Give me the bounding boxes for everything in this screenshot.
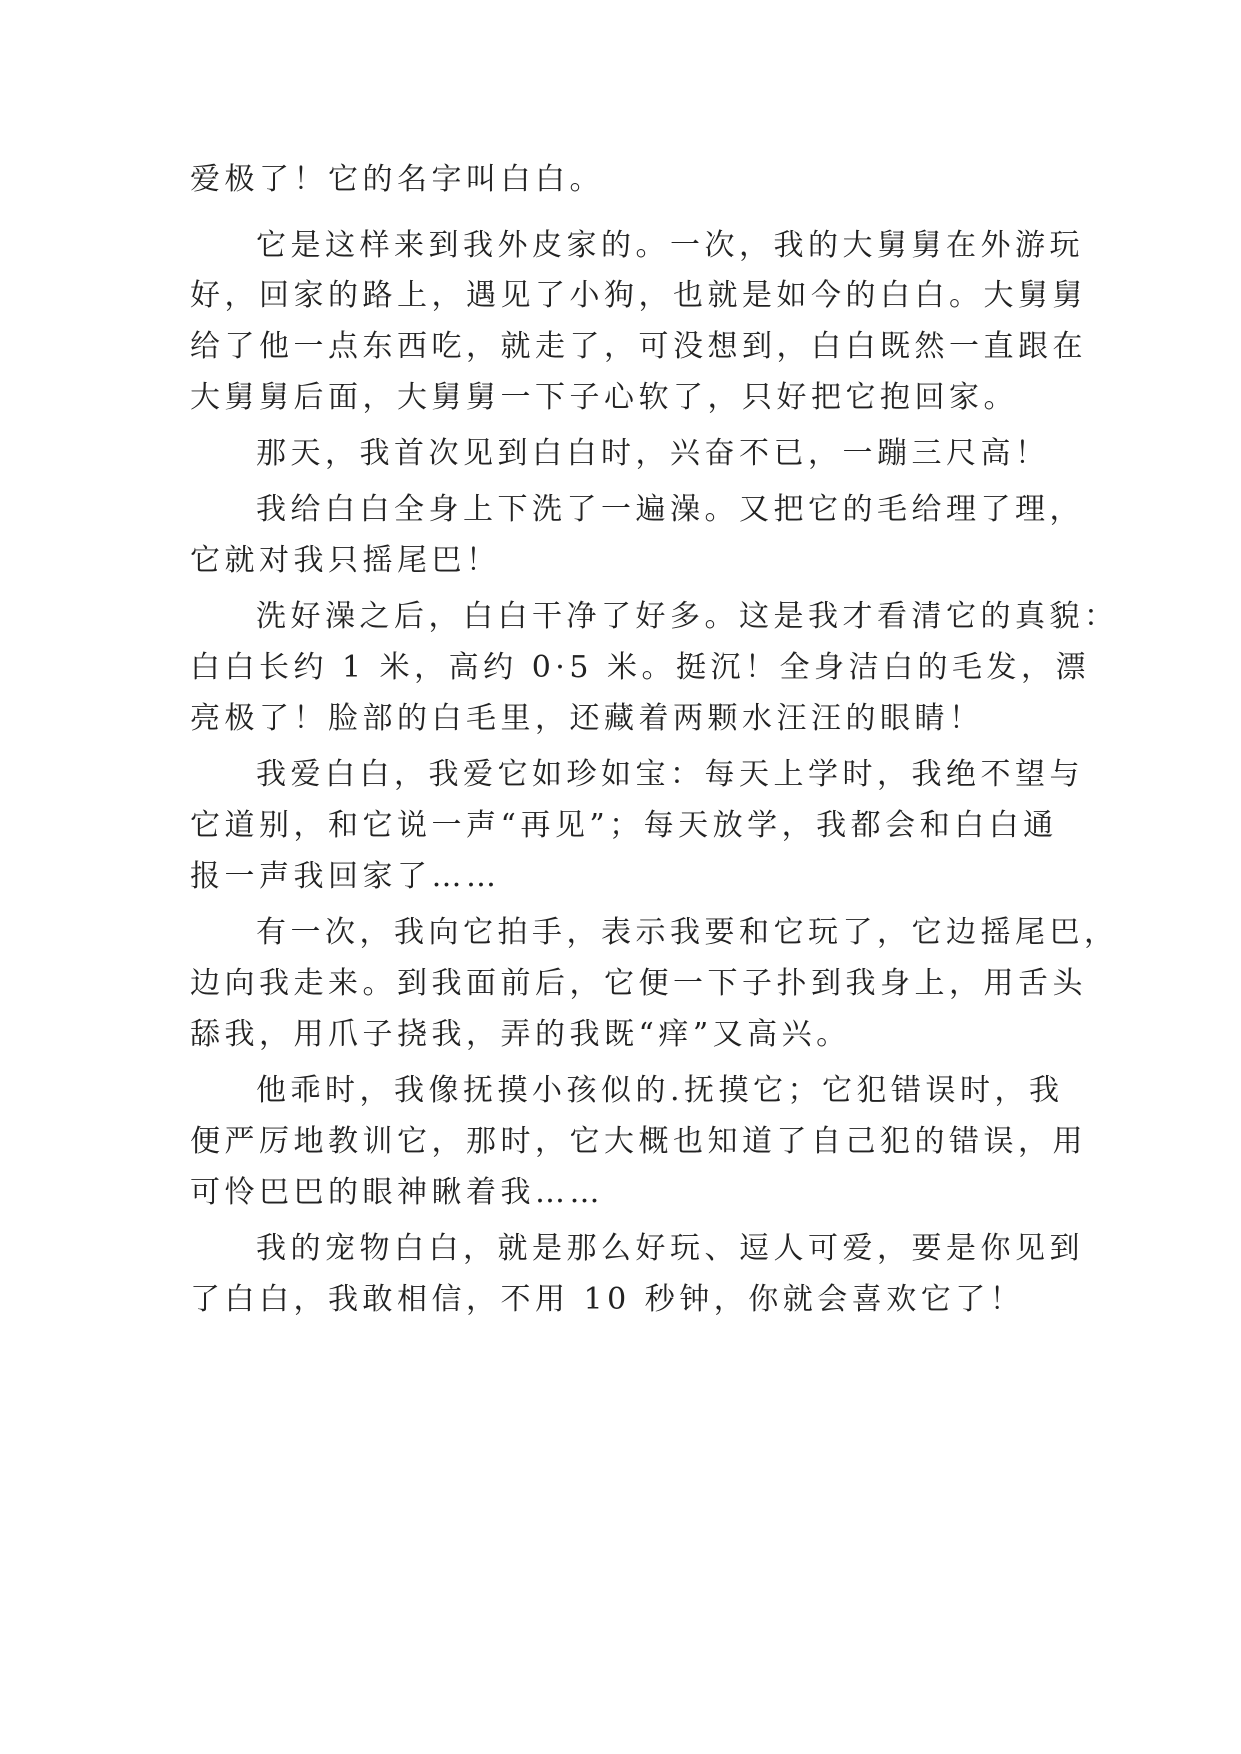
paragraph-start: 我给白白全身上下洗了一遍澡。又把它的毛给理了理， [256,492,1084,527]
text-line: 白白长约 1 米，高约 0·5 米。挺沉！全身洁白的毛发，漂 [190,650,1090,685]
text-line: 便严厉地教训它，那时，它大概也知道了自己犯的错误，用 [190,1124,1087,1159]
text-line: 大舅舅后面，大舅舅一下子心软了，只好把它抱回家。 [190,380,1018,415]
text-line: 它就对我只摇尾巴！ [190,543,501,578]
text-line: 爱极了！它的名字叫白白。 [190,162,604,197]
text-line: 给了他一点东西吃，就走了，可没想到，白白既然一直跟在 [190,329,1087,364]
text-line: 报一声我回家了…… [190,859,501,894]
text-line: 可怜巴巴的眼神瞅着我…… [190,1175,604,1210]
text-line: 它道别，和它说一声“再见”；每天放学，我都会和白白通 [190,808,1058,843]
paragraph-start: 洗好澡之后，白白干净了好多。这是我才看清它的真貌： [256,599,1119,634]
paragraph-start: 我爱白白，我爱它如珍如宝：每天上学时，我绝不望与 [256,757,1084,792]
paragraph-start: 它是这样来到我外皮家的。一次，我的大舅舅在外游玩 [256,228,1084,263]
text-line: 好，回家的路上，遇见了小狗，也就是如今的白白。大舅舅 [190,278,1087,313]
text-line: 舔我，用爪子挠我，弄的我既“痒”又高兴。 [190,1017,851,1052]
paragraph-start: 那天，我首次见到白白时，兴奋不已，一蹦三尺高！ [256,436,1050,471]
paragraph-start: 我的宠物白白，就是那么好玩、逗人可爱，要是你见到 [256,1231,1084,1266]
paragraph-start: 他乖时，我像抚摸小孩似的.抚摸它；它犯错误时，我 [256,1073,1064,1108]
text-line: 边向我走来。到我面前后，它便一下子扑到我身上，用舌头 [190,966,1087,1001]
text-line: 了白白，我敢相信，不用 10 秒钟，你就会喜欢它了！ [190,1282,1025,1317]
text-line: 亮极了！脸部的白毛里，还藏着两颗水汪汪的眼睛！ [190,701,984,736]
paragraph-start: 有一次，我向它拍手，表示我要和它玩了，它边摇尾巴， [256,915,1119,950]
